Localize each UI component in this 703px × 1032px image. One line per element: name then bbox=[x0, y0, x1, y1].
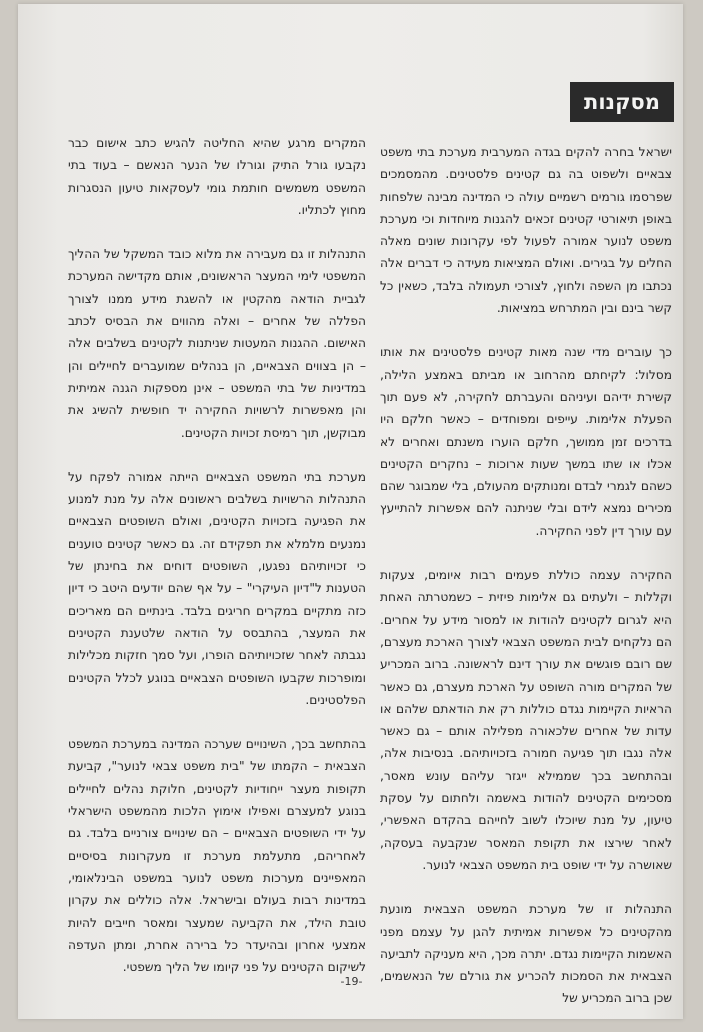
paragraph: התנהלות זו של מערכת המשפט הצבאית מונעת מהקטינים כל אפשרות אמיתית להגן על עצמם מפני האשמות הקיימות נגדם. יתרה מכך, היא מעניקה לתביעה הצבאית את הסמכות להכריע את גורלם של הנאשמים, שכן ברוב המכריע של bbox=[380, 902, 672, 1006]
page-sheet bbox=[18, 4, 683, 1019]
paragraph: כך עוברים מדי שנה מאות קטינים פלסטינים את אותו מסלול: לקיחתם מהרחוב או מביתם באמצע הלילה, קשירת ידיהם ועיניהם והעברתם לחקירה, לא פעם תוך הפעלת אלימות. עייפים ומפוחדים – כאשר חלקם היו בדרכים זמן ממושך, חלקם הוערו משנתם ואחרים לא אכלו או שתו במשך שעות ארוכות – נחקרים הקטינים כשהם לגמרי לבדם ומנותקים מהעולם, בלי שמבוגר שהם מכירים נמצא לידם ובלי שניתנה להם אפשרות להתייעץ עם עורך דין לפני החקירה. bbox=[380, 345, 672, 538]
left-column bbox=[68, 132, 366, 1000]
paragraph: החקירה עצמה כוללת פעמים רבות איומים, צעקות וקללות – ולעתים גם אלימות פיזית – כשמטרתה האחת היא לגרום לקטינים להודות או למסור מידע על אחרים. הם נלקחים לבית המשפט הצבאי לצורך הארכת מעצרם, שם רובם פוגשים את עורך דינם לראשונה. ברוב המכריע של המקרים מורה השופט על הארכת מעצרם, גם כאשר הראיות הקיימות נגדם כוללות רק את הודאתם שלהם או עדות של אחרים שלכאורה מפלילה אותם – גם כאשר אלה נגבו תוך פגיעה חמורה בזכויותיהם. בנסיבות אלה, ובהתחשב בכך שממילא ייגזר עליהם עונש מאסר, מסכימים הקטינים להודות באשמה ולחתום על עסקת טיעון, על מנת שיוכלו לשוב לחייהם בהקדם האפשרי, לאחר שירצו את תקופת המאסר שנקבעה בעסקה, שאושרה על ידי שופט בית המשפט הצבאי לנוער. bbox=[380, 568, 672, 872]
paragraph: התנהלות זו גם מעבירה את מלוא כובד המשקל של ההליך המשפטי לימי המעצר הראשונים, אותם מקדישה המערכת לגביית הודאה מהקטין או להשגת מידע ממנו לצורך הפללה של אחרים – ואלה מהווים את הבסיס לכתב האישום. ההגנות המעטות שניתנות לקטינים בשלבים אלה – הן בצווים הצבאיים, הן בנהלים שמועברים לחיילים והן במדיניות של בתי המשפט – אינן מספקות הגנה אמיתית והן מאפשרות לרשויות החקירה יד חופשית להשיג את מבוקשן, תוך רמיסת זכויות הקטינים. bbox=[68, 247, 366, 440]
paragraph: בהתחשב בכך, השינויים שערכה המדינה במערכת המשפט הצבאית – הקמתו של "בית משפט צבאי לנוער", קביעת תקופות מעצר ייחודיות לקטינים, חלוקת נהלים לחיילים בנוגע למעצרם ואפילו אימוץ הלכות מהמשפט הישראלי על ידי השופטים הצבאיים – הם שינויים צורניים בלבד. גם לאחריהם, מתעלמת מערכת זו מעקרונות בסיסיים המאפיינים מערכות משפט לנוער במשפט הבינלאומי, במדינות רבות בעולם ובישראל. אלה כוללים את עקרון טובת הילד, את הקביעה שמעצר ומאסר חייבים להיות אמצעי אחרון ובהיעדר כל ברירה אחרת, ומתן העדפה לשיקום הקטינים על פני קיומו של הליך משפטי. bbox=[68, 737, 366, 975]
paragraph: ישראל בחרה להקים בגדה המערבית מערכת בתי משפט צבאיים ולשפוט בה גם קטינים פלסטינים. מהמסמכים שפרסמו גורמים רשמיים עולה כי המדינה מבינה שלפחות באופן תיאורטי קטינים זכאים להגנות מיוחדות וכי מערכת משפט לנוער אמורה לפעול לפי עקרונות שונים מאלה החלים על בגירים. ואולם המציאות מעידה כי דברים אלה נכתבו מן השפה ולחוץ, לצורכי תעמולה בלבד, כשאין כל קשר בינם ובין המתרחש במציאות. bbox=[380, 145, 672, 316]
right-column bbox=[380, 141, 672, 1032]
page-number: -19- bbox=[340, 975, 363, 988]
paragraph: מערכת בתי המשפט הצבאיים הייתה אמורה לפקח על התנהלות הרשויות בשלבים ראשונים אלה על מנת למנוע את הפגיעה בזכויות הקטינים, ואולם השופטים הצבאיים נמנעים מלמלא את תפקידם זה. גם כאשר קטינים טוענים כי זכויותיהם נפגעו, השופטים דוחים את בחינתן של הטענות ל"דיון העיקרי" – על אף שהם יודעים היטב כי דיון כזה מתקיים במקרים חריגים בלבד. בינתיים הם מאריכים את המעצר, בהתבסס על הודאה שלטענת הקטינים נגבתה לאחר שזכויותיהם הופרו, ועל סמך חזקות מכלילות ומופרכות שקבעו השופטים הצבאיים בנוגע לכלל הקטינים הפלסטינים. bbox=[68, 469, 366, 707]
paragraph: המקרים מרגע שהיא החליטה להגיש כתב אישום כבר נקבעו גורל התיק וגורלו של הנער הנאשם – בעוד בתי המשפט משמשים חותמת גומי לעסקאות טיעון הנסגרות מחוץ לכתליו. bbox=[68, 136, 366, 217]
section-title: מסקנות bbox=[570, 82, 674, 122]
